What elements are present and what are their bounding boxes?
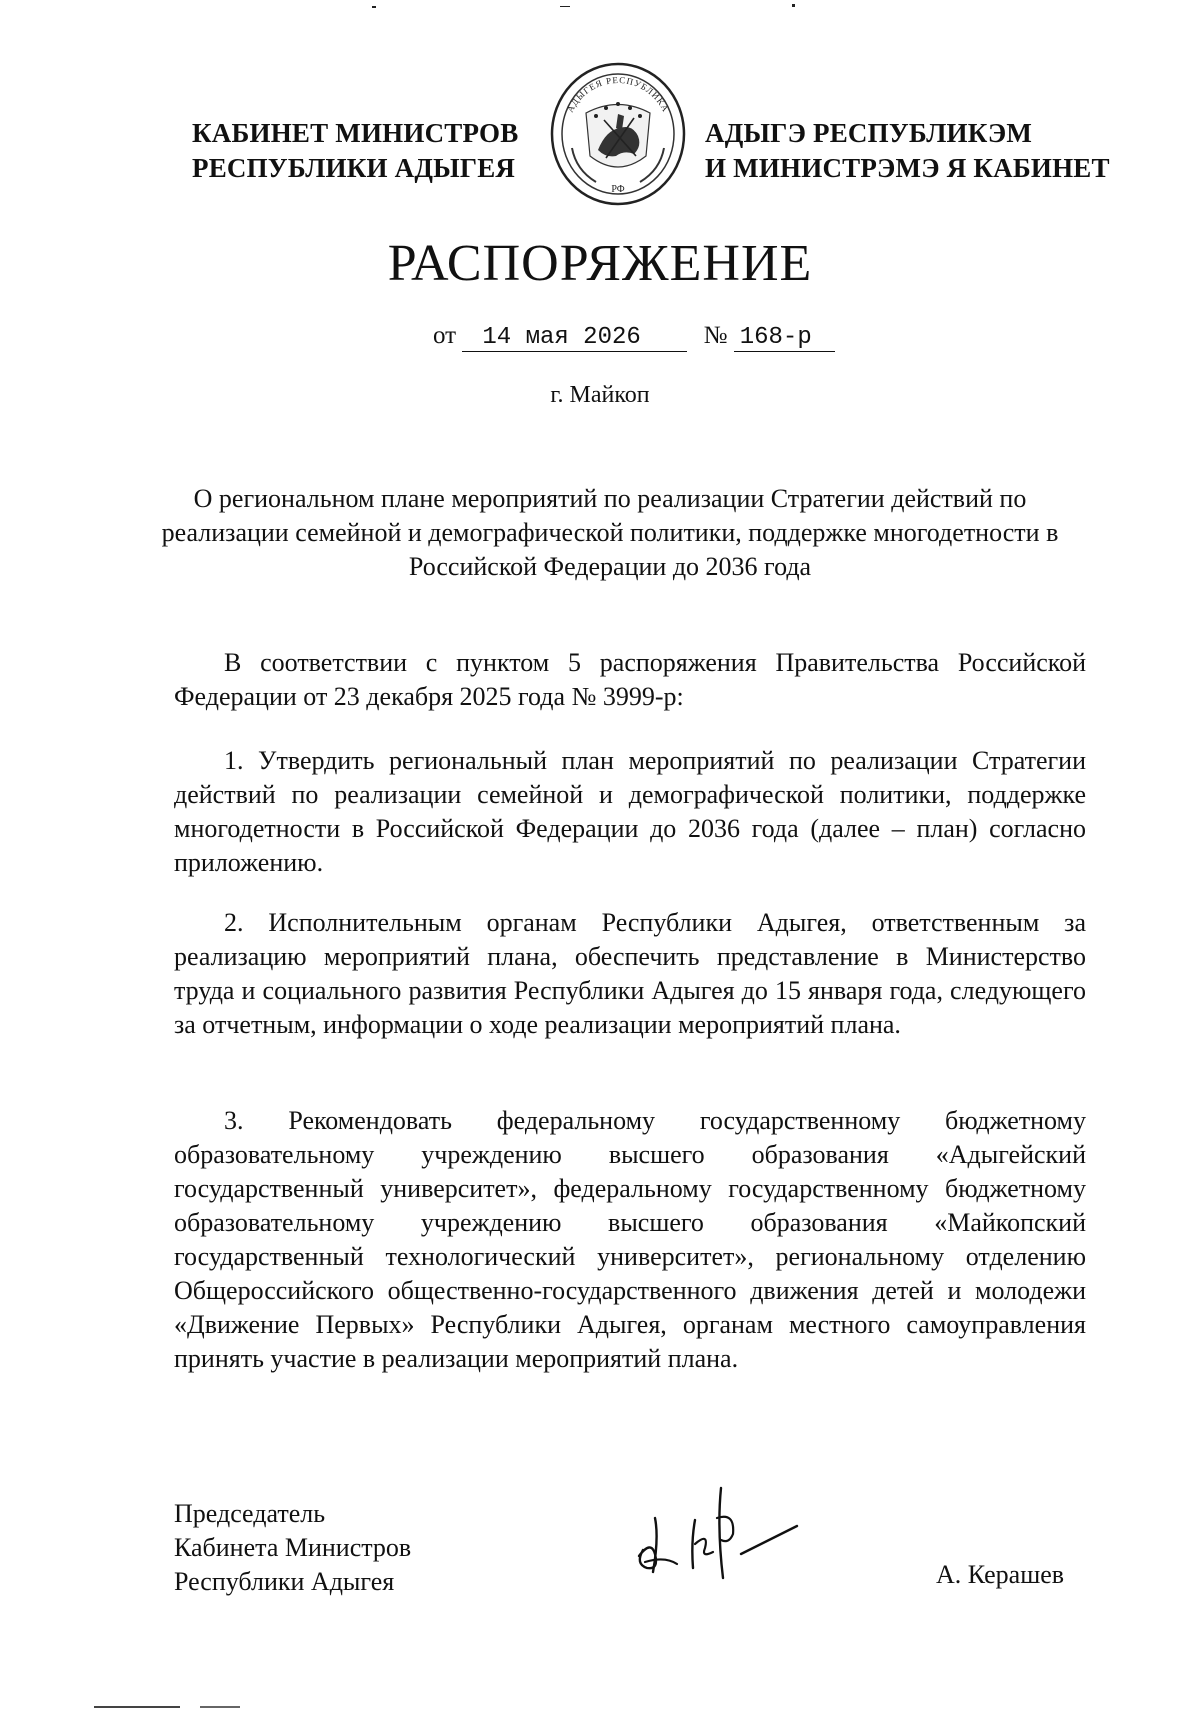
scan-speck: [372, 6, 376, 8]
header-left-line-2: РЕСПУБЛИКИ АДЫГЕЯ: [192, 153, 516, 183]
scan-speck: [792, 4, 795, 7]
handwritten-signature-icon: [625, 1478, 805, 1588]
document-date: 14 мая 2026: [462, 324, 687, 352]
header-left-title: [192, 116, 518, 186]
item-2-paragraph: 2. Исполнительным органам Республики Адыгея, ответственным за реализацию мероприятий плана, обеспечить представление в Министерство труда и социального развития Республики Адыгея до 15 января года, следующего за отчетным, информации о ходе реализации мероприятий плана.: [174, 908, 1086, 1039]
header-right-title: [705, 116, 1110, 186]
signer-title: [174, 1497, 411, 1599]
document-number: 168-р: [734, 324, 835, 352]
emblem-bottom-text: РФ: [611, 184, 625, 195]
signer-title-line-3: Республики Адыгея: [174, 1567, 395, 1596]
header-left-line-1: КАБИНЕТ МИНИСТРОВ: [192, 118, 519, 148]
scan-speck: [200, 1706, 240, 1708]
header-right-line-1: АДЫГЭ РЕСПУБЛИКЭМ: [705, 118, 1033, 148]
item-3-paragraph: 3. Рекомендовать федеральному государственному бюджетному образовательному учреждению высшего образования «Адыгейский государственный университет», федеральному государственному бюджетному образовательному учреждению высшего образования «Майкопский государственный технологический университет», региональному отделению Общероссийского общественно-государственного движения детей и молодежи «Движение Первых» Республики Адыгея, органам местного самоуправления принять участие в реализации мероприятий плана.: [174, 1106, 1086, 1373]
document-subject: О региональном плане мероприятий по реализации Стратегии действий по реализации семейной и демографической политики, поддержке многодетности в Российской Федерации до 2036 года: [161, 484, 1059, 581]
signer-name: А. Керашев: [936, 1560, 1065, 1589]
emblem-top-text: АДЫГЕЯ РЕСПУБЛИКА: [564, 74, 672, 114]
item-1-paragraph: 1. Утвердить региональный план мероприятий по реализации Стратегии действий по реализации семейной и демографической политики, поддержке многодетности в Российской Федерации до 2036 года (далее – план) согласно приложению.: [174, 746, 1086, 877]
number-prefix: №: [703, 322, 728, 349]
date-number-line: [433, 322, 835, 352]
date-prefix: от: [433, 322, 457, 349]
signer-title-line-1: Председатель: [174, 1499, 326, 1528]
scan-speck: [94, 1706, 180, 1708]
header-right-line-2: И МИНИСТРЭМЭ Я КАБИНЕТ: [705, 153, 1110, 183]
document-type-title: РАСПОРЯЖЕНИЕ: [387, 235, 813, 292]
signer-title-line-2: Кабинета Министров: [174, 1533, 412, 1562]
scan-speck: [560, 6, 570, 7]
city-line: г. Майкоп: [550, 382, 650, 408]
preamble-paragraph: В соответствии с пунктом 5 распоряжения Правительства Российской Федерации от 23 декабря 2025 года № 3999-р:: [174, 648, 1086, 711]
adygea-coat-of-arms-icon: [546, 58, 690, 208]
